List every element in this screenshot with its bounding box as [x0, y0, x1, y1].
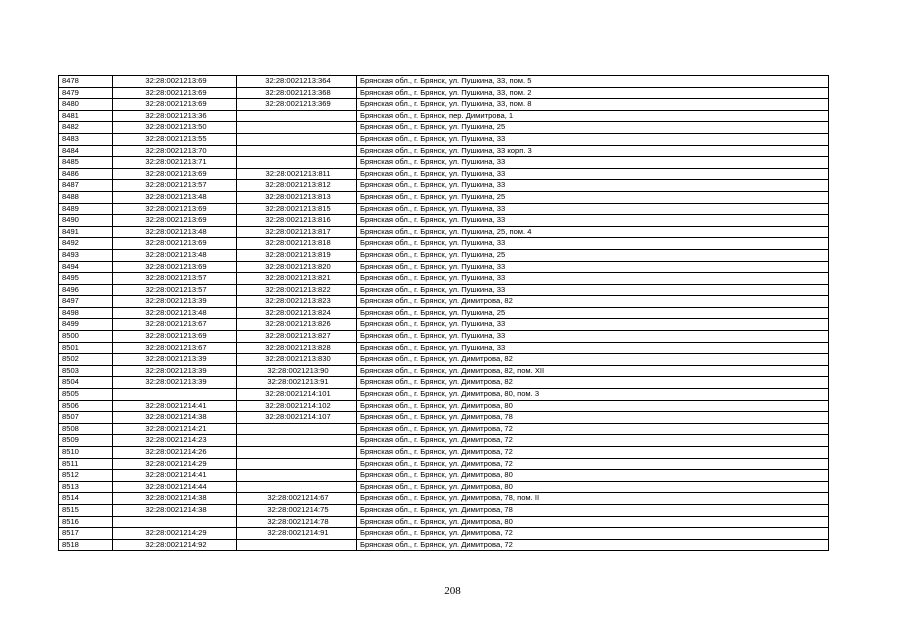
row-number-cell: 8518: [59, 539, 113, 551]
cadastral-number-cell: 32:28:0021214:92: [113, 539, 237, 551]
cadastral-number-cell: 32:28:0021213:39: [113, 296, 237, 308]
table-row: [59, 470, 829, 482]
cadastral-number-cell: 32:28:0021213:69: [113, 87, 237, 99]
address-cell: Брянская обл., г. Брянск, ул. Димитрова, 80: [357, 400, 829, 412]
row-number-cell: 8504: [59, 377, 113, 389]
row-number-cell: 8483: [59, 133, 113, 145]
row-number-cell: 8517: [59, 528, 113, 540]
row-number-cell: 8495: [59, 273, 113, 285]
address-cell: Брянская обл., г. Брянск, ул. Пушкина, 33: [357, 331, 829, 343]
table-row: [59, 354, 829, 366]
table-row: [59, 331, 829, 343]
premises-cadastral-number-cell: [237, 435, 357, 447]
table-row: [59, 133, 829, 145]
table-row: [59, 284, 829, 296]
row-number-cell: 8491: [59, 226, 113, 238]
premises-cadastral-number-cell: 32:28:0021214:107: [237, 412, 357, 424]
table-row: [59, 365, 829, 377]
cadastral-number-cell: 32:28:0021214:29: [113, 528, 237, 540]
table-row: [59, 342, 829, 354]
cadastral-number-cell: 32:28:0021213:48: [113, 249, 237, 261]
cadastral-number-cell: 32:28:0021214:23: [113, 435, 237, 447]
table-row: [59, 226, 829, 238]
cadastral-number-cell: 32:28:0021213:50: [113, 122, 237, 134]
table-row: [59, 516, 829, 528]
address-cell: Брянская обл., г. Брянск, ул. Пушкина, 33, пом. 5: [357, 76, 829, 88]
address-cell: Брянская обл., г. Брянск, ул. Пушкина, 25, пом. 4: [357, 226, 829, 238]
table-row: [59, 493, 829, 505]
row-number-cell: 8480: [59, 99, 113, 111]
address-cell: Брянская обл., г. Брянск, ул. Димитрова, 78, пом. II: [357, 493, 829, 505]
address-cell: Брянская обл., г. Брянск, ул. Пушкина, 33, пом. 2: [357, 87, 829, 99]
table-row: [59, 412, 829, 424]
row-number-cell: 8492: [59, 238, 113, 250]
premises-cadastral-number-cell: [237, 539, 357, 551]
premises-cadastral-number-cell: 32:28:0021214:91: [237, 528, 357, 540]
registry-table: [58, 75, 829, 551]
address-cell: Брянская обл., г. Брянск, ул. Димитрова, 78: [357, 504, 829, 516]
address-cell: Брянская обл., г. Брянск, ул. Димитрова, 80: [357, 470, 829, 482]
cadastral-number-cell: 32:28:0021213:57: [113, 284, 237, 296]
cadastral-number-cell: 32:28:0021213:69: [113, 168, 237, 180]
premises-cadastral-number-cell: 32:28:0021214:75: [237, 504, 357, 516]
row-number-cell: 8496: [59, 284, 113, 296]
table-row: [59, 458, 829, 470]
row-number-cell: 8515: [59, 504, 113, 516]
address-cell: Брянская обл., г. Брянск, ул. Пушкина, 33: [357, 273, 829, 285]
premises-cadastral-number-cell: 32:28:0021213:828: [237, 342, 357, 354]
cadastral-number-cell: 32:28:0021213:67: [113, 342, 237, 354]
premises-cadastral-number-cell: 32:28:0021214:67: [237, 493, 357, 505]
premises-cadastral-number-cell: 32:28:0021213:819: [237, 249, 357, 261]
table-row: [59, 145, 829, 157]
address-cell: Брянская обл., г. Брянск, ул. Пушкина, 33: [357, 238, 829, 250]
address-cell: Брянская обл., г. Брянск, ул. Пушкина, 33: [357, 261, 829, 273]
address-cell: Брянская обл., г. Брянск, ул. Пушкина, 25: [357, 122, 829, 134]
premises-cadastral-number-cell: [237, 145, 357, 157]
table-row: [59, 203, 829, 215]
table-row: [59, 99, 829, 111]
premises-cadastral-number-cell: 32:28:0021214:101: [237, 389, 357, 401]
row-number-cell: 8509: [59, 435, 113, 447]
premises-cadastral-number-cell: [237, 458, 357, 470]
premises-cadastral-number-cell: 32:28:0021213:811: [237, 168, 357, 180]
row-number-cell: 8486: [59, 168, 113, 180]
address-cell: Брянская обл., г. Брянск, ул. Димитрова, 72: [357, 423, 829, 435]
row-number-cell: 8498: [59, 307, 113, 319]
cadastral-number-cell: 32:28:0021213:69: [113, 99, 237, 111]
address-cell: Брянская обл., г. Брянск, ул. Димитрова, 72: [357, 458, 829, 470]
table-row: [59, 481, 829, 493]
cadastral-number-cell: 32:28:0021214:38: [113, 412, 237, 424]
cadastral-number-cell: 32:28:0021214:38: [113, 504, 237, 516]
address-cell: Брянская обл., г. Брянск, ул. Димитрова, 78: [357, 412, 829, 424]
address-cell: Брянская обл., г. Брянск, ул. Пушкина, 25: [357, 307, 829, 319]
address-cell: Брянская обл., г. Брянск, ул. Пушкина, 33: [357, 133, 829, 145]
address-cell: Брянская обл., г. Брянск, ул. Пушкина, 33: [357, 203, 829, 215]
row-number-cell: 8500: [59, 331, 113, 343]
table-row: [59, 261, 829, 273]
table-row: [59, 87, 829, 99]
premises-cadastral-number-cell: 32:28:0021214:102: [237, 400, 357, 412]
row-number-cell: 8510: [59, 447, 113, 459]
premises-cadastral-number-cell: 32:28:0021213:816: [237, 215, 357, 227]
row-number-cell: 8487: [59, 180, 113, 192]
row-number-cell: 8501: [59, 342, 113, 354]
premises-cadastral-number-cell: 32:28:0021213:817: [237, 226, 357, 238]
premises-cadastral-number-cell: 32:28:0021213:820: [237, 261, 357, 273]
premises-cadastral-number-cell: [237, 110, 357, 122]
cadastral-number-cell: 32:28:0021213:67: [113, 319, 237, 331]
premises-cadastral-number-cell: [237, 423, 357, 435]
premises-cadastral-number-cell: 32:28:0021214:78: [237, 516, 357, 528]
premises-cadastral-number-cell: 32:28:0021213:812: [237, 180, 357, 192]
address-cell: Брянская обл., г. Брянск, пер. Димитрова, 1: [357, 110, 829, 122]
address-cell: Брянская обл., г. Брянск, ул. Димитрова, 82: [357, 377, 829, 389]
cadastral-number-cell: 32:28:0021213:39: [113, 365, 237, 377]
row-number-cell: 8514: [59, 493, 113, 505]
row-number-cell: 8503: [59, 365, 113, 377]
address-cell: Брянская обл., г. Брянск, ул. Димитрова, 82, пом. XII: [357, 365, 829, 377]
cadastral-number-cell: 32:28:0021214:29: [113, 458, 237, 470]
address-cell: Брянская обл., г. Брянск, ул. Димитрова, 80: [357, 516, 829, 528]
premises-cadastral-number-cell: [237, 157, 357, 169]
cadastral-number-cell: 32:28:0021213:48: [113, 226, 237, 238]
row-number-cell: 8494: [59, 261, 113, 273]
premises-cadastral-number-cell: 32:28:0021213:90: [237, 365, 357, 377]
address-cell: Брянская обл., г. Брянск, ул. Димитрова, 82: [357, 296, 829, 308]
cadastral-number-cell: 32:28:0021213:71: [113, 157, 237, 169]
row-number-cell: 8502: [59, 354, 113, 366]
row-number-cell: 8489: [59, 203, 113, 215]
row-number-cell: 8506: [59, 400, 113, 412]
table-row: [59, 180, 829, 192]
table-row: [59, 191, 829, 203]
premises-cadastral-number-cell: 32:28:0021213:826: [237, 319, 357, 331]
cadastral-number-cell: 32:28:0021213:39: [113, 354, 237, 366]
row-number-cell: 8499: [59, 319, 113, 331]
premises-cadastral-number-cell: 32:28:0021213:91: [237, 377, 357, 389]
address-cell: Брянская обл., г. Брянск, ул. Пушкина, 33: [357, 342, 829, 354]
address-cell: Брянская обл., г. Брянск, ул. Пушкина, 33: [357, 180, 829, 192]
address-cell: Брянская обл., г. Брянск, ул. Димитрова, 80, пом. 3: [357, 389, 829, 401]
premises-cadastral-number-cell: [237, 133, 357, 145]
row-number-cell: 8505: [59, 389, 113, 401]
table-row: [59, 447, 829, 459]
table-row: [59, 238, 829, 250]
cadastral-number-cell: 32:28:0021213:48: [113, 307, 237, 319]
premises-cadastral-number-cell: 32:28:0021213:827: [237, 331, 357, 343]
cadastral-number-cell: [113, 389, 237, 401]
row-number-cell: 8490: [59, 215, 113, 227]
row-number-cell: 8478: [59, 76, 113, 88]
cadastral-number-cell: 32:28:0021213:36: [113, 110, 237, 122]
premises-cadastral-number-cell: 32:28:0021213:818: [237, 238, 357, 250]
row-number-cell: 8508: [59, 423, 113, 435]
table-row: [59, 215, 829, 227]
table-row: [59, 539, 829, 551]
premises-cadastral-number-cell: 32:28:0021213:368: [237, 87, 357, 99]
address-cell: Брянская обл., г. Брянск, ул. Димитрова, 72: [357, 528, 829, 540]
cadastral-number-cell: 32:28:0021214:38: [113, 493, 237, 505]
address-cell: Брянская обл., г. Брянск, ул. Димитрова, 72: [357, 435, 829, 447]
cadastral-number-cell: 32:28:0021213:69: [113, 76, 237, 88]
table-row: [59, 273, 829, 285]
cadastral-number-cell: 32:28:0021214:21: [113, 423, 237, 435]
row-number-cell: 8512: [59, 470, 113, 482]
cadastral-number-cell: 32:28:0021214:26: [113, 447, 237, 459]
cadastral-number-cell: 32:28:0021213:39: [113, 377, 237, 389]
premises-cadastral-number-cell: 32:28:0021213:822: [237, 284, 357, 296]
premises-cadastral-number-cell: 32:28:0021213:821: [237, 273, 357, 285]
row-number-cell: 8507: [59, 412, 113, 424]
row-number-cell: 8493: [59, 249, 113, 261]
row-number-cell: 8485: [59, 157, 113, 169]
address-cell: Брянская обл., г. Брянск, ул. Пушкина, 33: [357, 319, 829, 331]
table-row: [59, 400, 829, 412]
cadastral-number-cell: 32:28:0021213:69: [113, 215, 237, 227]
address-cell: Брянская обл., г. Брянск, ул. Пушкина, 25: [357, 191, 829, 203]
cadastral-number-cell: 32:28:0021214:41: [113, 400, 237, 412]
row-number-cell: 8488: [59, 191, 113, 203]
premises-cadastral-number-cell: [237, 122, 357, 134]
address-cell: Брянская обл., г. Брянск, ул. Пушкина, 33, пом. 8: [357, 99, 829, 111]
table-row: [59, 296, 829, 308]
cadastral-number-cell: 32:28:0021213:69: [113, 238, 237, 250]
cadastral-number-cell: 32:28:0021213:55: [113, 133, 237, 145]
cadastral-number-cell: 32:28:0021213:69: [113, 261, 237, 273]
table-row: [59, 377, 829, 389]
address-cell: Брянская обл., г. Брянск, ул. Пушкина, 33: [357, 168, 829, 180]
row-number-cell: 8479: [59, 87, 113, 99]
table-row: [59, 423, 829, 435]
address-cell: Брянская обл., г. Брянск, ул. Димитрова, 72: [357, 539, 829, 551]
premises-cadastral-number-cell: [237, 470, 357, 482]
premises-cadastral-number-cell: 32:28:0021213:369: [237, 99, 357, 111]
cadastral-number-cell: 32:28:0021213:57: [113, 273, 237, 285]
row-number-cell: 8484: [59, 145, 113, 157]
premises-cadastral-number-cell: 32:28:0021213:823: [237, 296, 357, 308]
address-cell: Брянская обл., г. Брянск, ул. Пушкина, 33 корп. 3: [357, 145, 829, 157]
premises-cadastral-number-cell: [237, 447, 357, 459]
cadastral-number-cell: 32:28:0021213:69: [113, 203, 237, 215]
premises-cadastral-number-cell: 32:28:0021213:824: [237, 307, 357, 319]
cadastral-number-cell: 32:28:0021213:48: [113, 191, 237, 203]
cadastral-number-cell: [113, 516, 237, 528]
address-cell: Брянская обл., г. Брянск, ул. Пушкина, 33: [357, 157, 829, 169]
row-number-cell: 8513: [59, 481, 113, 493]
row-number-cell: 8511: [59, 458, 113, 470]
row-number-cell: 8481: [59, 110, 113, 122]
cadastral-number-cell: 32:28:0021213:69: [113, 331, 237, 343]
table-row: [59, 122, 829, 134]
address-cell: Брянская обл., г. Брянск, ул. Димитрова, 82: [357, 354, 829, 366]
table-row: [59, 307, 829, 319]
cadastral-number-cell: 32:28:0021214:44: [113, 481, 237, 493]
table-row: [59, 168, 829, 180]
premises-cadastral-number-cell: 32:28:0021213:813: [237, 191, 357, 203]
address-cell: Брянская обл., г. Брянск, ул. Димитрова, 80: [357, 481, 829, 493]
cadastral-number-cell: 32:28:0021213:70: [113, 145, 237, 157]
address-cell: Брянская обл., г. Брянск, ул. Димитрова, 72: [357, 447, 829, 459]
row-number-cell: 8497: [59, 296, 113, 308]
table-row: [59, 76, 829, 88]
table-row: [59, 504, 829, 516]
table-row: [59, 389, 829, 401]
premises-cadastral-number-cell: [237, 481, 357, 493]
table-row: [59, 528, 829, 540]
table-row: [59, 157, 829, 169]
address-cell: Брянская обл., г. Брянск, ул. Пушкина, 33: [357, 284, 829, 296]
table-row: [59, 110, 829, 122]
row-number-cell: 8482: [59, 122, 113, 134]
table-row: [59, 319, 829, 331]
cadastral-number-cell: 32:28:0021214:41: [113, 470, 237, 482]
cadastral-number-cell: 32:28:0021213:57: [113, 180, 237, 192]
table-row: [59, 435, 829, 447]
premises-cadastral-number-cell: 32:28:0021213:364: [237, 76, 357, 88]
premises-cadastral-number-cell: 32:28:0021213:830: [237, 354, 357, 366]
table-row: [59, 249, 829, 261]
row-number-cell: 8516: [59, 516, 113, 528]
address-cell: Брянская обл., г. Брянск, ул. Пушкина, 33: [357, 215, 829, 227]
address-cell: Брянская обл., г. Брянск, ул. Пушкина, 25: [357, 249, 829, 261]
premises-cadastral-number-cell: 32:28:0021213:815: [237, 203, 357, 215]
registry-table-body: [59, 76, 829, 551]
page-number: 208: [444, 585, 461, 597]
